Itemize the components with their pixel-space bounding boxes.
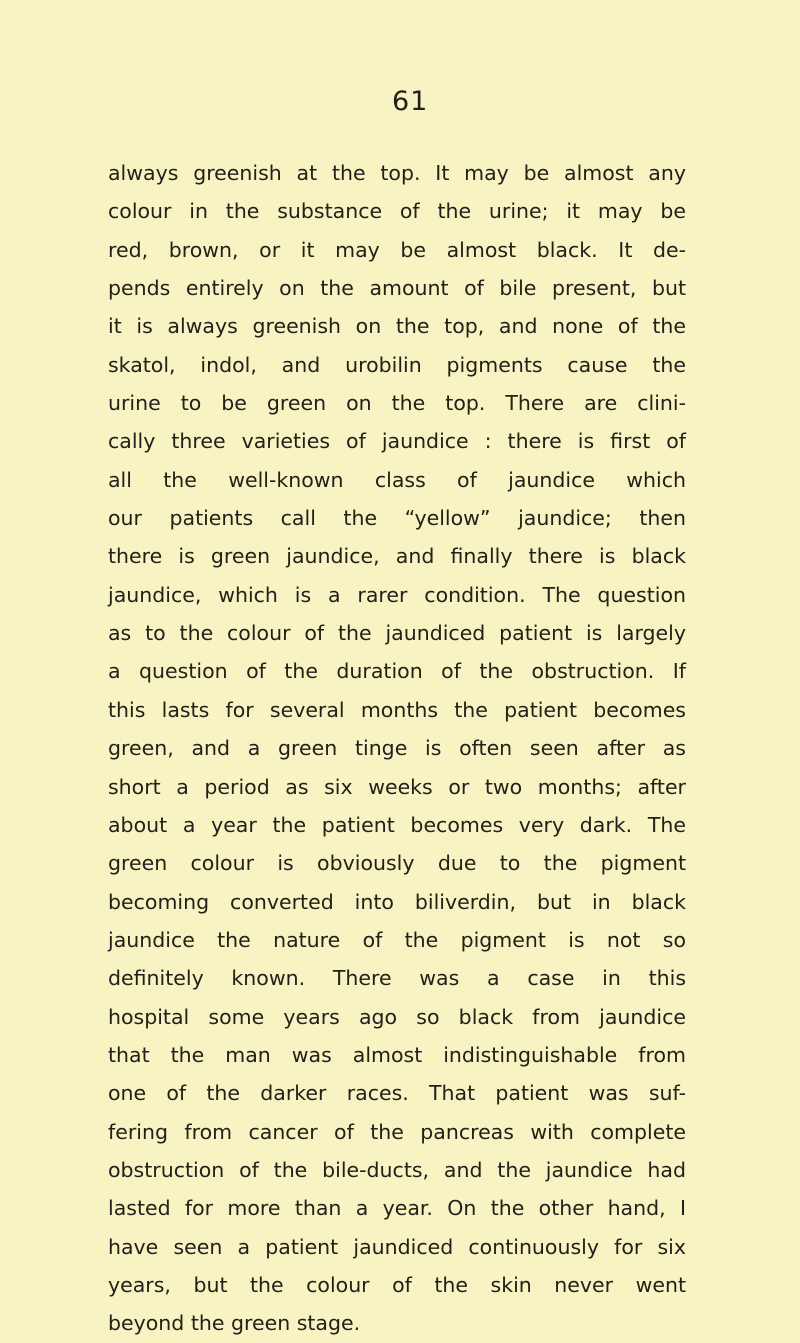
text-line: green colour is obviously due to the pigment [108, 851, 686, 876]
text-line: that the man was almost indistinguishable from [108, 1042, 686, 1067]
text-line: colour in the substance of the urine; it may be [108, 199, 686, 224]
text-line: as to the colour of the jaundiced patient is largely [108, 621, 686, 646]
text-line: a question of the duration of the obstruction. If [108, 659, 686, 684]
text-line: urine to be green on the top. There are clini- [108, 391, 686, 416]
body-text [108, 154, 686, 1343]
text-line: it is always greenish on the top, and none of the [108, 314, 686, 339]
text-line: cally three varieties of jaundice : there is first of [108, 429, 686, 454]
text-line: jaundice, which is a rarer condition. The question [108, 582, 686, 607]
text-line: this lasts for several months the patient becomes [108, 697, 686, 722]
text-line: jaundice the nature of the pigment is not so [108, 927, 686, 952]
text-line: becoming converted into biliverdin, but in black [108, 889, 686, 914]
page-number: 61 [392, 86, 429, 117]
text-line: definitely known. There was a case in this [108, 966, 686, 991]
text-line: skatol, indol, and urobilin pigments cause the [108, 352, 686, 377]
text-line: always greenish at the top. It may be almost any [108, 161, 686, 185]
text-line: about a year the patient becomes very dark. The [108, 812, 686, 837]
text-line: our patients call the “yellow” jaundice; then [108, 506, 686, 531]
text-line: beyond the green stage. [108, 1311, 361, 1336]
text-line: obstruction of the bile-ducts, and the jaundice had [108, 1157, 686, 1182]
text-line: years, but the colour of the skin never went [108, 1272, 686, 1297]
text-line: all the well-known class of jaundice which [108, 467, 686, 492]
text-line: red, brown, or it may be almost black. It de- [108, 237, 686, 262]
text-line: lasted for more than a year. On the other hand, I [108, 1196, 686, 1221]
text-line: hospital some years ago so black from jaundice [108, 1004, 686, 1029]
text-line: there is green jaundice, and finally there is black [108, 544, 686, 569]
text-line: pends entirely on the amount of bile present, but [108, 276, 686, 301]
text-line: fering from cancer of the pancreas with complete [108, 1119, 686, 1144]
text-line: have seen a patient jaundiced continuously for six [108, 1234, 686, 1259]
text-line: one of the darker races. That patient was suf- [108, 1081, 686, 1106]
text-line: short a period as six weeks or two months; after [108, 774, 686, 799]
text-line: green, and a green tinge is often seen after as [108, 736, 686, 761]
